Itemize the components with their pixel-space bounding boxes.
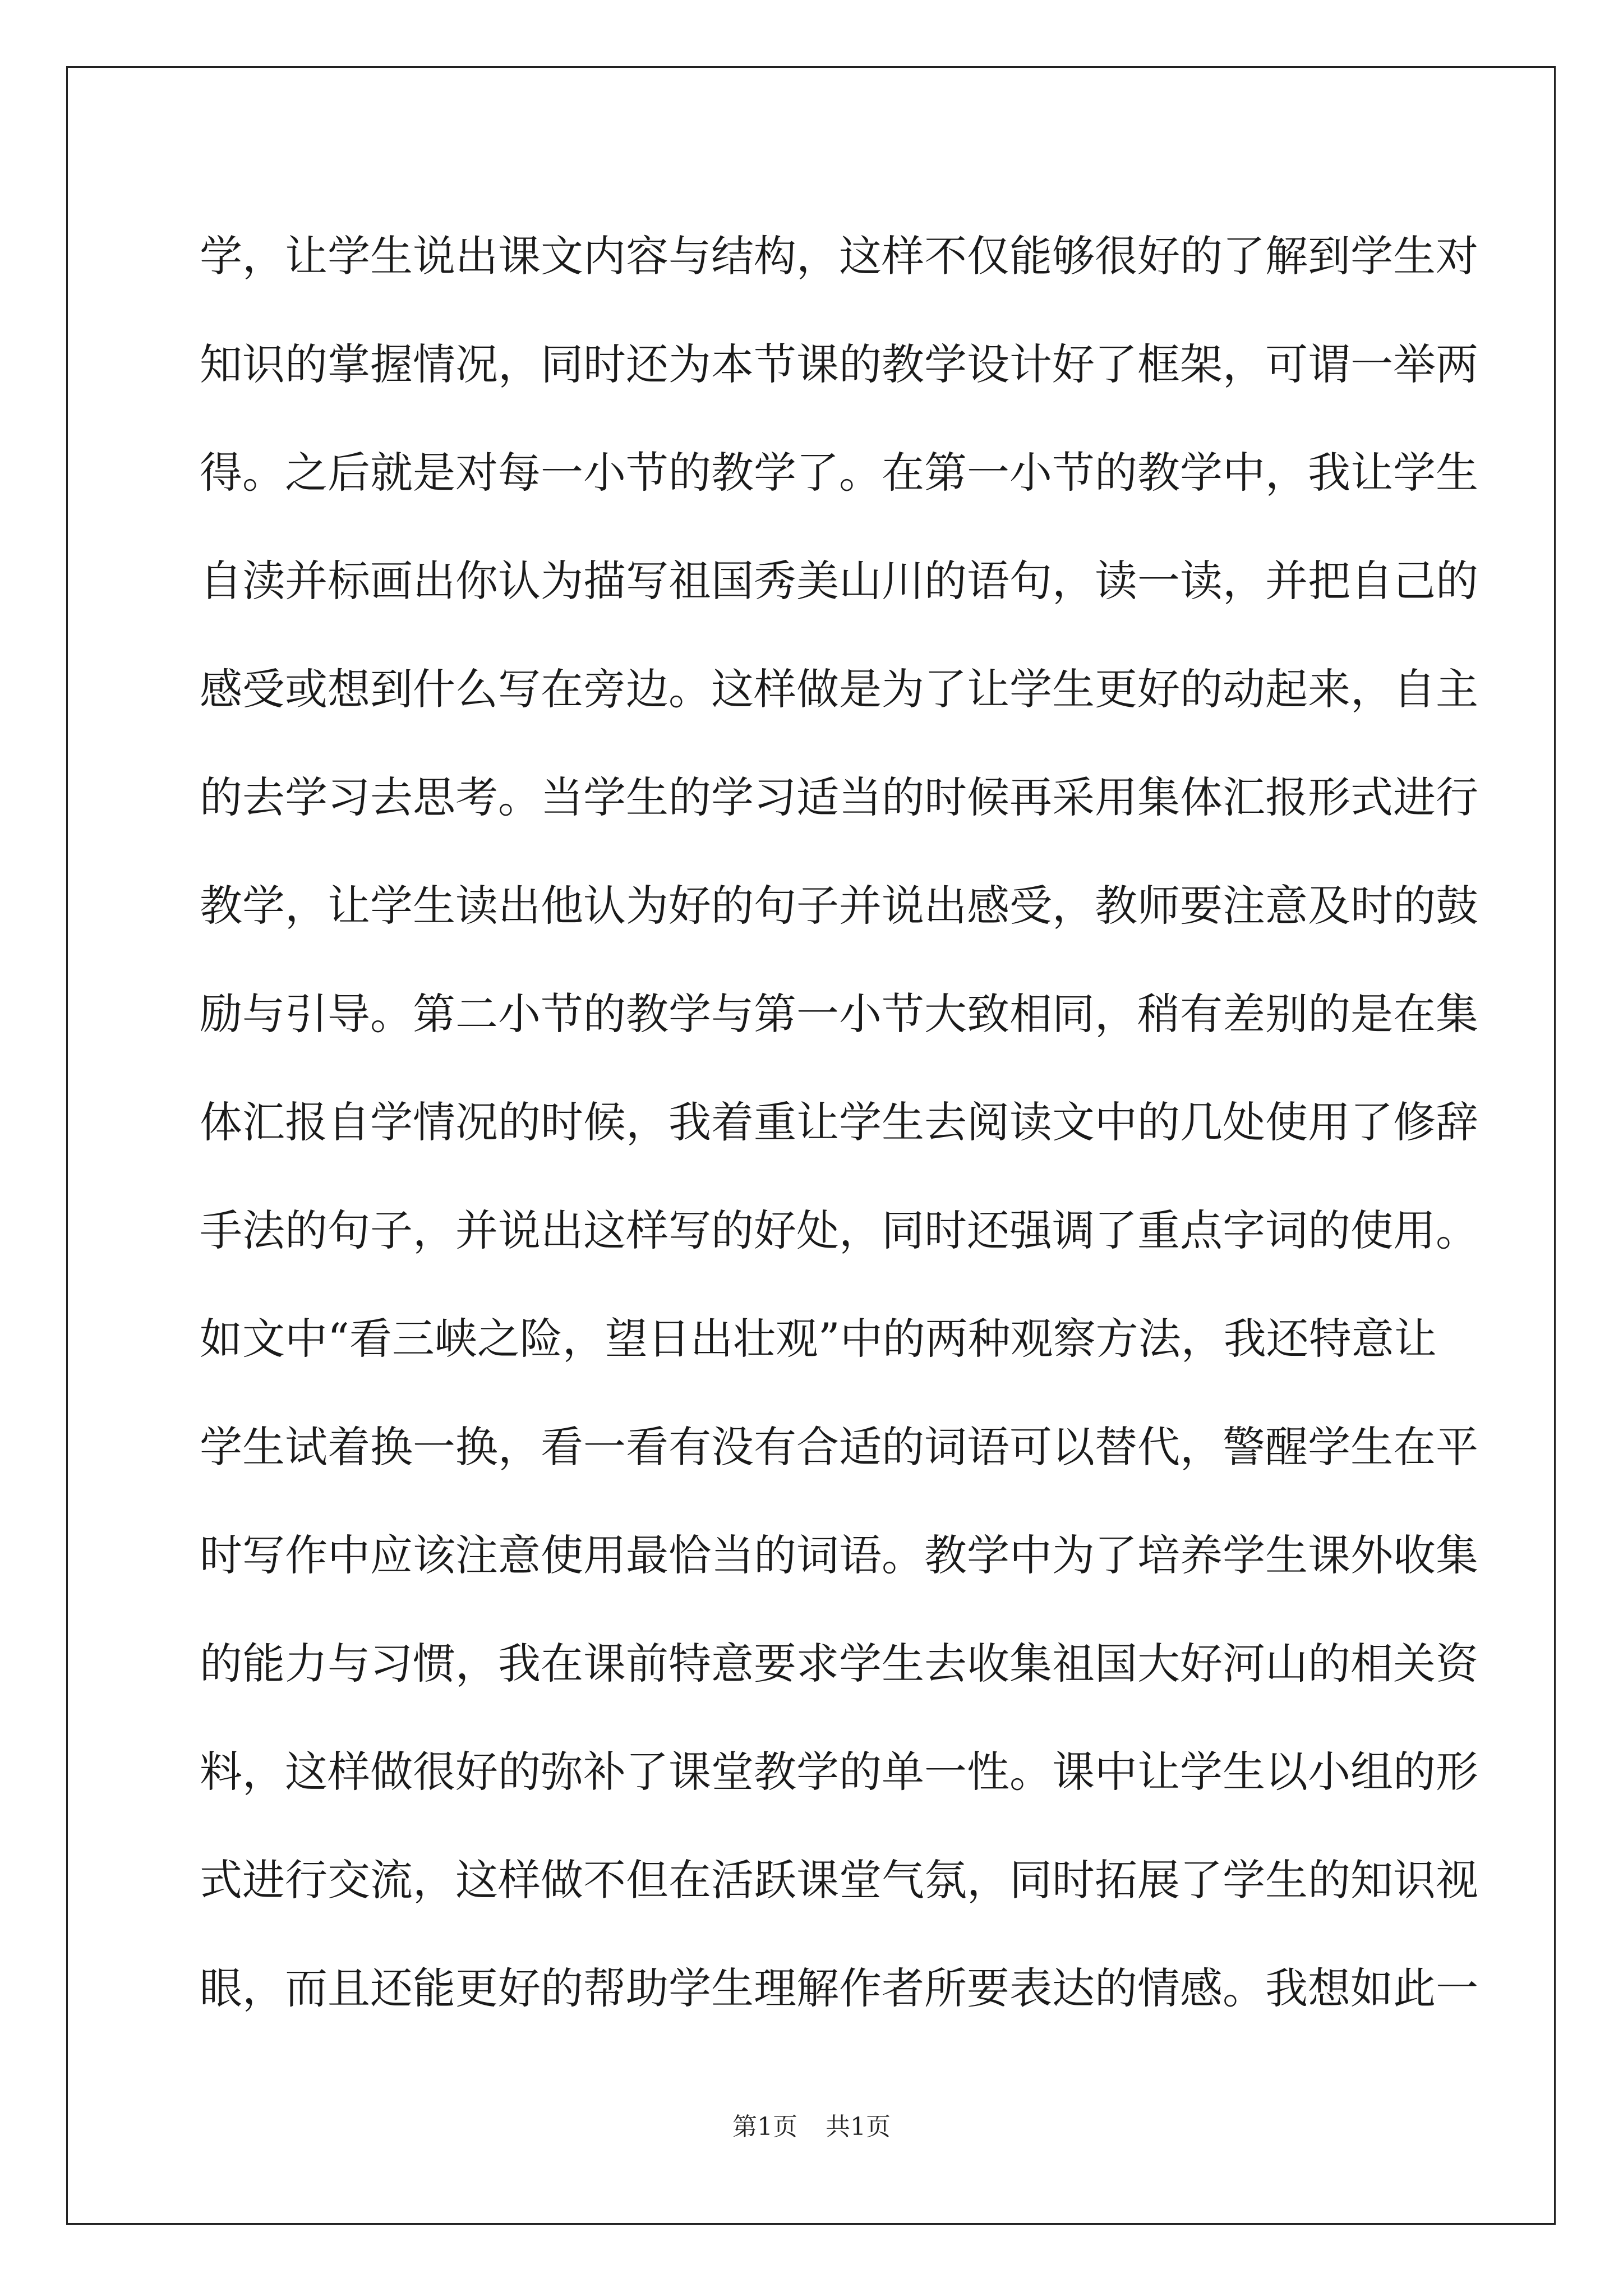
document-body: [200, 202, 1478, 2042]
text-line: 的能力与习惯，我在课前特意要求学生去收集祖国大好河山的相关资: [200, 1639, 1478, 1688]
text-line: 式进行交流，这样做不但在活跃课堂气氛，同时拓展了学生的知识视: [200, 1855, 1478, 1905]
page-footer: [0, 2110, 1623, 2144]
text-line: 学生试着换一换，看一看有没有合适的词语可以替代，警醒学生在平: [200, 1422, 1478, 1472]
text-line: 学，让学生说出课文内容与结构，这样不仅能够很好的了解到学生对: [200, 231, 1478, 281]
page-number: 第1页: [732, 2113, 797, 2141]
text-line: 教学，让学生读出他认为好的句子并说出感受，教师要注意及时的鼓: [200, 881, 1478, 931]
text-line: 眼，而且还能更好的帮助学生理解作者所要表达的情感。我想如此一: [200, 1963, 1478, 2013]
text-line: 感受或想到什么写在旁边。这样做是为了让学生更好的动起来，自主: [200, 664, 1478, 714]
text-line: 手法的句子，并说出这样写的好处，同时还强调了重点字词的使用。: [200, 1205, 1478, 1255]
text-line: 知识的掌握情况，同时还为本节课的教学设计好了框架，可谓一举两: [200, 339, 1478, 389]
text-line: 自渎并标画出你认为描写祖国秀美山川的语句，读一读，并把自己的: [200, 556, 1478, 606]
text-line: 时写作中应该注意使用最恰当的词语。教学中为了培养学生课外收集: [200, 1530, 1478, 1580]
text-line: 如文中“看三峡之险，望日出壮观”中的两种观察方法，我还特意让: [200, 1314, 1437, 1364]
text-line: 得。之后就是对每一小节的教学了。在第一小节的教学中，我让学生: [200, 448, 1478, 498]
text-line: 体汇报自学情况的时候，我着重让学生去阅读文中的几处使用了修辞: [200, 1097, 1478, 1147]
text-line: 励与引导。第二小节的教学与第一小节大致相同，稍有差别的是在集: [200, 989, 1478, 1039]
text-line: 料，这样做很好的弥补了课堂教学的单一性。课中让学生以小组的形: [200, 1747, 1478, 1797]
text-line: 的去学习去思考。当学生的学习适当的时候再采用集体汇报形式进行: [200, 772, 1478, 822]
page-total: 共1页: [826, 2113, 891, 2141]
